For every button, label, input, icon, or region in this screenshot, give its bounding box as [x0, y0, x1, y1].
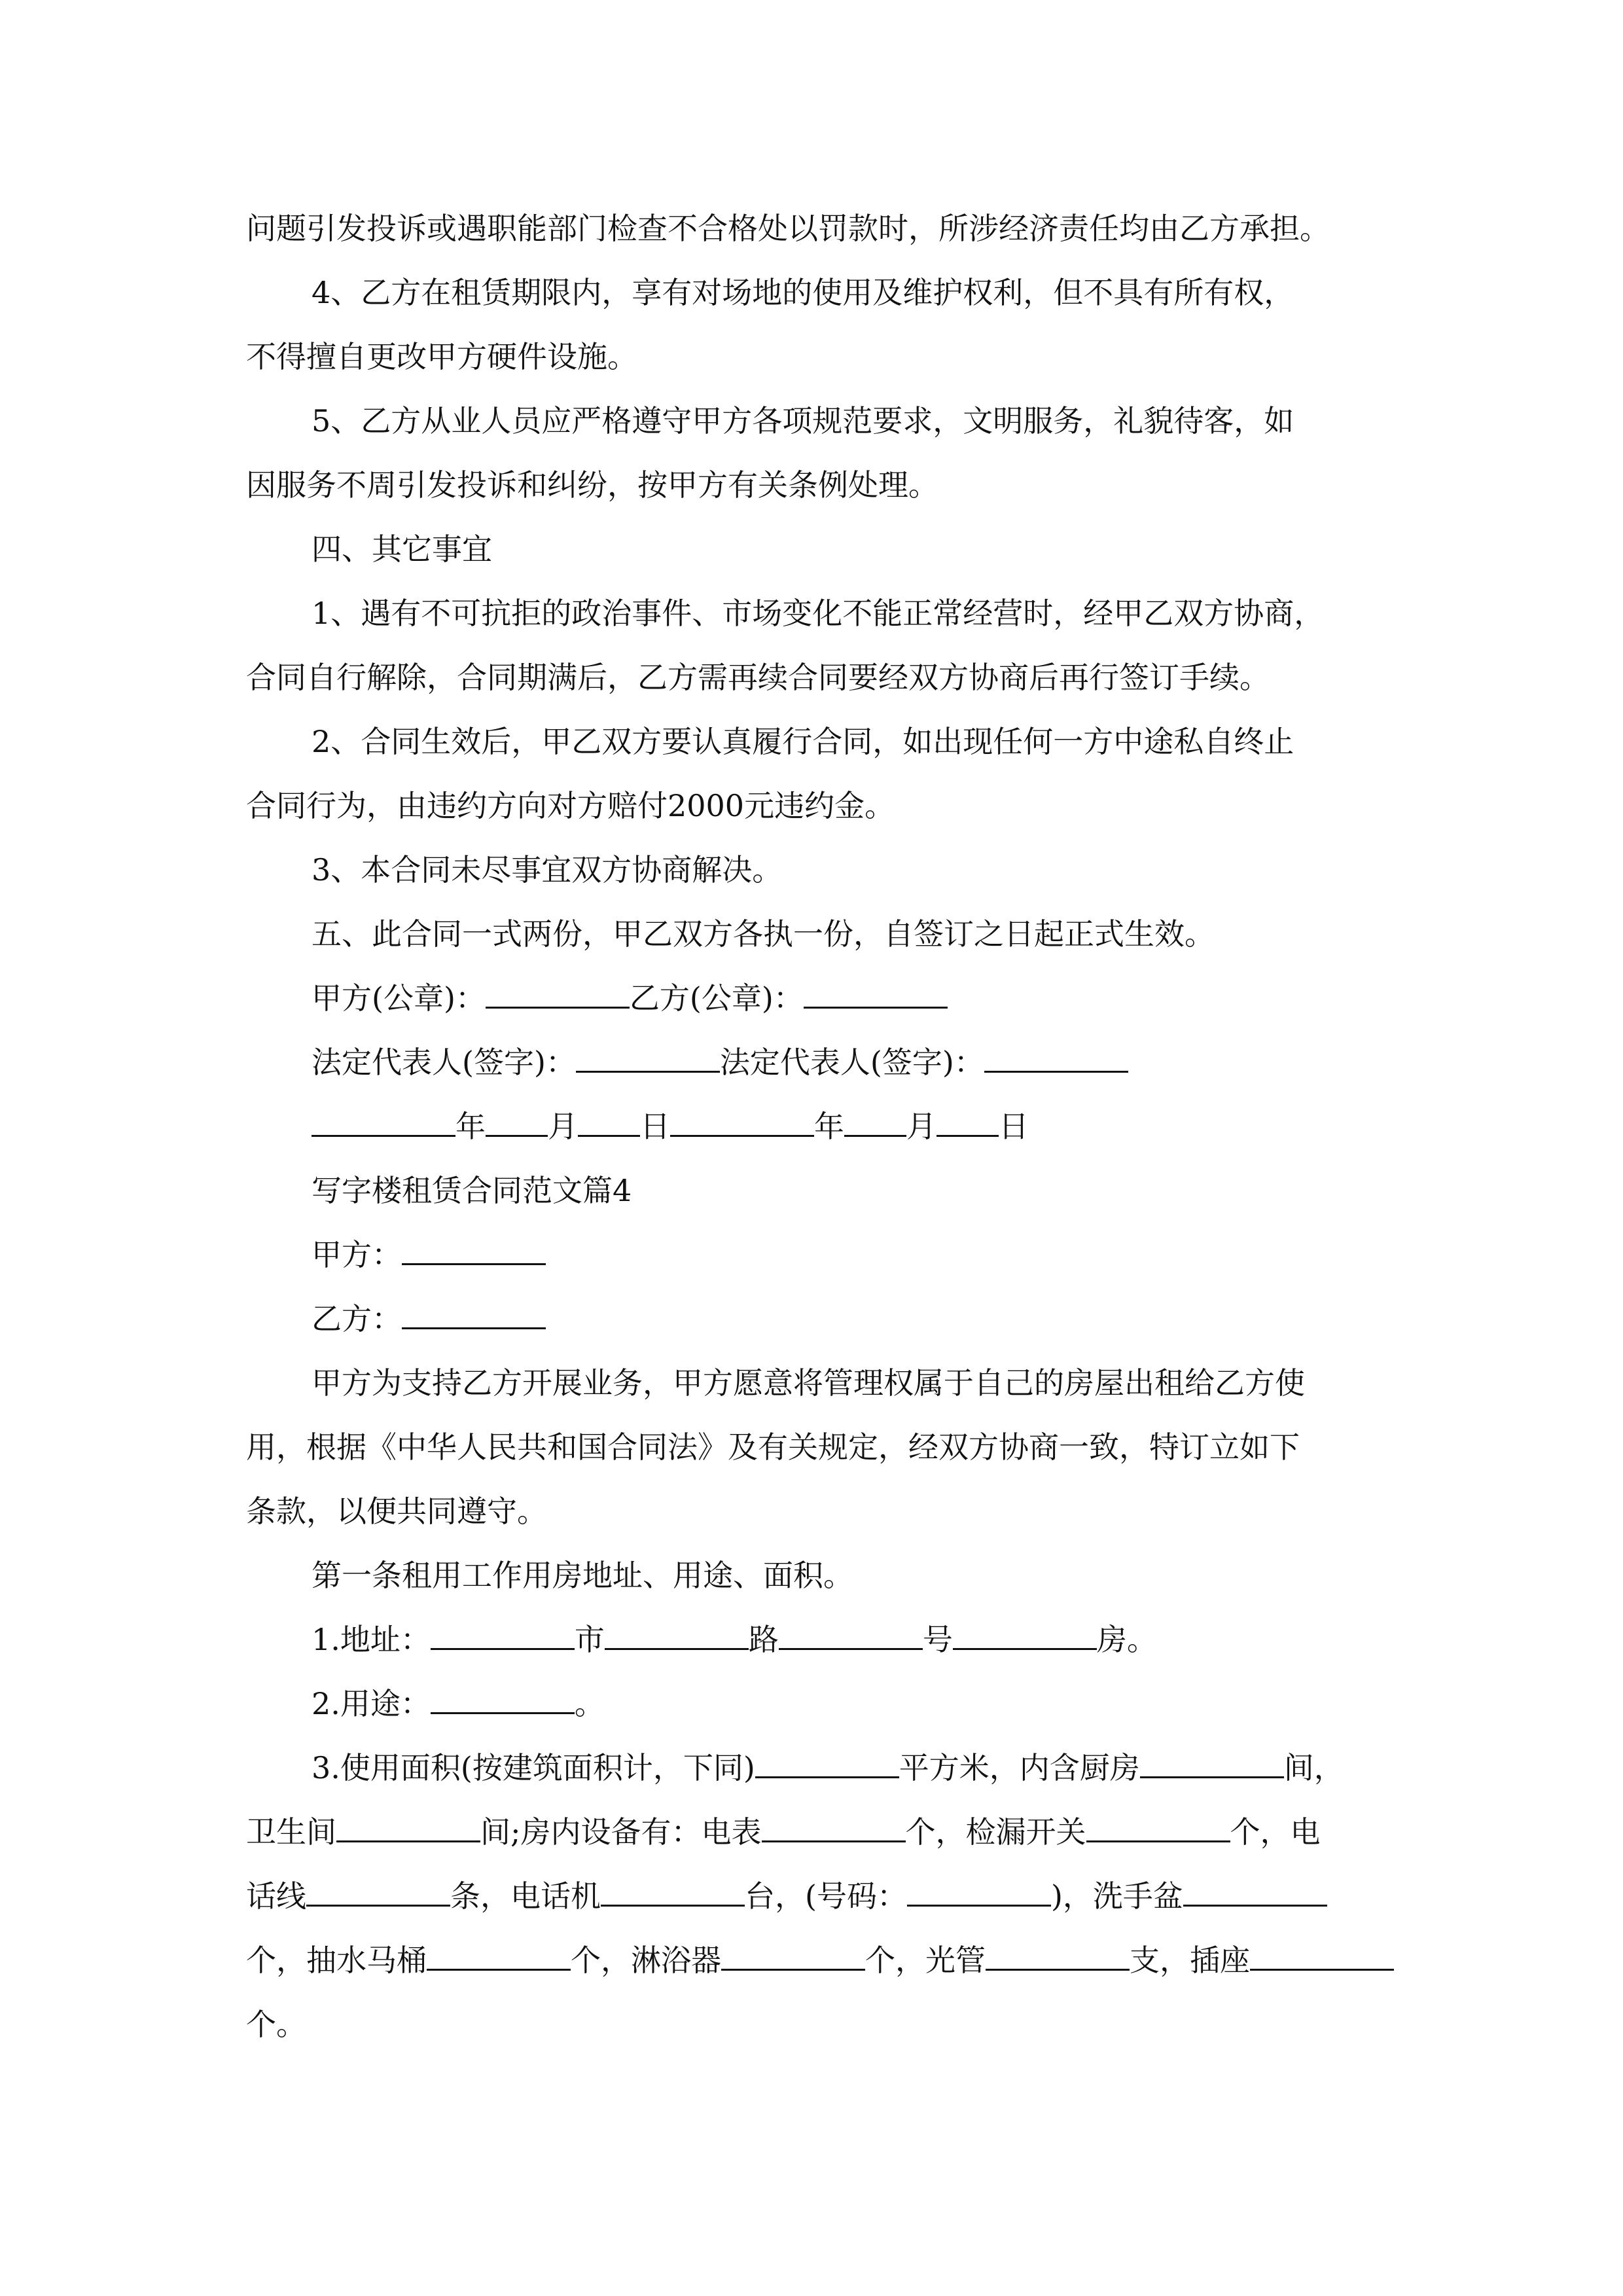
city-blank[interactable] — [431, 1609, 575, 1650]
area-text: 个，抽水马桶 — [246, 1943, 427, 1978]
address-line — [246, 1607, 1385, 1672]
day-blank[interactable] — [578, 1096, 640, 1137]
party-a-rep-label: 法定代表人(签字)： — [312, 1045, 576, 1080]
area-line — [246, 1928, 1385, 1992]
area-line — [246, 1736, 1385, 1800]
paragraph-line: 4、乙方在租赁期限内，享有对场地的使用及维护权利，但不具有所有权， — [312, 275, 1294, 310]
party-b-seal-label: 乙方(公章)： — [629, 980, 804, 1016]
usage-label: 2.用途： — [312, 1686, 431, 1721]
number-blank[interactable] — [779, 1609, 923, 1650]
party-a-label: 甲方： — [312, 1237, 402, 1272]
area-text: 话线 — [246, 1878, 306, 1914]
paragraph-line: 因服务不周引发投诉和纠纷，按甲方有关条例处理。 — [246, 467, 938, 503]
area-text: 个，电 — [1230, 1814, 1321, 1850]
meter-blank[interactable] — [762, 1801, 906, 1842]
party-b-label: 乙方： — [312, 1301, 402, 1336]
year-blank[interactable] — [670, 1096, 814, 1137]
paragraph-line: 用，根据《中华人民共和国合同法》及有关规定，经双方协商一致，特订立如下 — [246, 1429, 1300, 1465]
paragraph-line: 甲方为支持乙方开展业务，甲方愿意将管理权属于自己的房屋出租给乙方使 — [312, 1365, 1305, 1401]
area-text: 间;房内设备有：电表 — [480, 1814, 762, 1850]
bathroom-blank[interactable] — [336, 1801, 480, 1842]
article-heading: 第一条租用工作用房地址、用途、面积。 — [312, 1558, 853, 1593]
usage-line — [246, 1672, 1385, 1736]
area-text: 个，检漏开关 — [905, 1814, 1086, 1850]
paragraph-line: 不得擅自更改甲方硬件设施。 — [246, 339, 637, 374]
area-line — [246, 1800, 1385, 1864]
city-label: 市 — [574, 1622, 605, 1657]
phone-number-blank[interactable] — [907, 1865, 1051, 1907]
room-label: 房。 — [1096, 1622, 1157, 1657]
paragraph-line: 3、本合同未尽事宜双方协商解决。 — [312, 852, 783, 888]
area-text: )，洗手盆 — [1050, 1878, 1183, 1914]
party-a-seal-blank[interactable] — [486, 967, 630, 1009]
area-text: 条，电话机 — [450, 1878, 601, 1914]
area-text: 间， — [1283, 1750, 1344, 1785]
area-text: 支，插座 — [1130, 1943, 1250, 1978]
day-blank[interactable] — [936, 1096, 999, 1137]
party-b-line — [246, 1287, 1385, 1351]
area-blank[interactable] — [755, 1737, 899, 1778]
road-blank[interactable] — [605, 1609, 749, 1650]
room-blank[interactable] — [953, 1609, 1097, 1650]
signature-seal-line — [246, 966, 1385, 1030]
paragraph-line: 问题引发投诉或遇职能部门检查不合格处以罚款时，所涉经济责任均由乙方承担。 — [246, 211, 1330, 246]
section-heading: 四、其它事宜 — [312, 531, 492, 567]
number-label: 号 — [922, 1622, 953, 1657]
area-text: 个，光管 — [865, 1943, 986, 1978]
area-line — [246, 1864, 1385, 1928]
area-text: 平方米，内含厨房 — [899, 1750, 1140, 1785]
road-label: 路 — [748, 1622, 779, 1657]
paragraph-line: 2、合同生效后，甲乙双方要认真履行合同，如出现任何一方中途私自终止 — [312, 724, 1294, 759]
day-label: 日 — [999, 1109, 1029, 1144]
area-line: 个。 — [246, 2007, 306, 2042]
usage-end: 。 — [574, 1686, 605, 1721]
party-a-line — [246, 1223, 1385, 1287]
shower-blank[interactable] — [721, 1929, 865, 1971]
phone-line-blank[interactable] — [306, 1865, 450, 1907]
paragraph-line: 合同自行解除，合同期满后，乙方需再续合同要经双方协商后再行签订手续。 — [246, 660, 1270, 695]
month-blank[interactable] — [486, 1096, 548, 1137]
area-text: 卫生间 — [246, 1814, 336, 1850]
party-b-seal-blank[interactable] — [804, 967, 948, 1009]
party-a-seal-label: 甲方(公章)： — [312, 980, 486, 1016]
area-text: 个，淋浴器 — [571, 1943, 721, 1978]
paragraph-line: 五、此合同一式两份，甲乙双方各执一份，自签订之日起正式生效。 — [312, 916, 1215, 952]
paragraph-line: 合同行为，由违约方向对方赔付2000元违约金。 — [246, 788, 895, 823]
usage-blank[interactable] — [431, 1673, 575, 1714]
month-blank[interactable] — [844, 1096, 906, 1137]
paragraph-line: 1、遇有不可抗拒的政治事件、市场变化不能正常经营时，经甲乙双方协商， — [312, 596, 1325, 631]
section-title: 写字楼租赁合同范文篇4 — [312, 1173, 632, 1208]
paragraph-line: 条款，以便共同遵守。 — [246, 1494, 547, 1529]
year-label: 年 — [455, 1109, 486, 1144]
month-label: 月 — [548, 1109, 578, 1144]
socket-blank[interactable] — [1250, 1929, 1394, 1971]
day-label: 日 — [640, 1109, 670, 1144]
kitchen-blank[interactable] — [1140, 1737, 1284, 1778]
address-label: 1.地址： — [312, 1622, 431, 1657]
phone-blank[interactable] — [601, 1865, 745, 1907]
party-b-blank[interactable] — [402, 1288, 546, 1329]
area-text: 3.使用面积(按建筑面积计，下同) — [312, 1750, 755, 1785]
area-text: 台，(号码： — [745, 1878, 907, 1914]
year-blank[interactable] — [312, 1096, 455, 1137]
year-label: 年 — [814, 1109, 844, 1144]
month-label: 月 — [906, 1109, 936, 1144]
tube-light-blank[interactable] — [986, 1929, 1130, 1971]
leak-switch-blank[interactable] — [1086, 1801, 1230, 1842]
paragraph-line: 5、乙方从业人员应严格遵守甲方各项规范要求，文明服务，礼貌待客，如 — [312, 403, 1294, 439]
date-line — [246, 1094, 1385, 1158]
party-a-blank[interactable] — [402, 1224, 546, 1265]
party-b-rep-blank[interactable] — [984, 1031, 1128, 1073]
toilet-blank[interactable] — [427, 1929, 571, 1971]
party-b-rep-label: 法定代表人(签字)： — [719, 1045, 984, 1080]
document-body — [246, 196, 1385, 2056]
party-a-rep-blank[interactable] — [576, 1031, 720, 1073]
signature-rep-line — [246, 1030, 1385, 1094]
washbasin-blank[interactable] — [1183, 1865, 1327, 1907]
